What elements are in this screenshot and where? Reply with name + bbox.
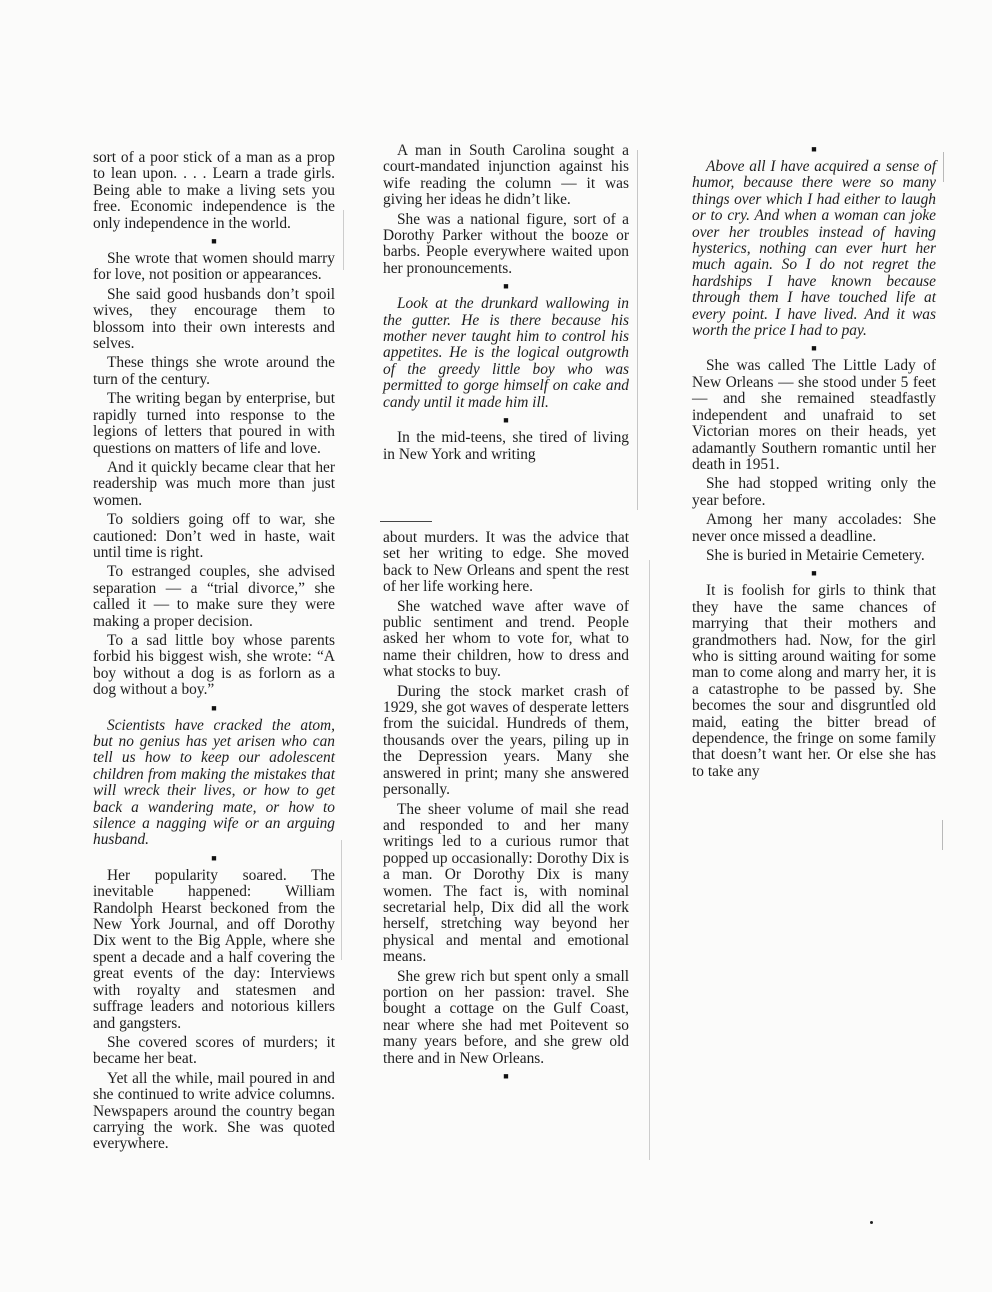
paragraph: During the stock market crash of 1929, she got waves of desperate letters from the suicidal. Hundreds of them, thousands over the years, piling up in the Depression years. Many she answered in print; many she answered personally. <box>383 682 629 799</box>
gutter-line <box>637 150 638 510</box>
pull-quote: Scientists have cracked the atom, but no genius has yet arisen who can tell us how to keep our adolescent children from making the mistakes that will wreck their lives, or how to get back a wandering mate, or how to silence a nagging wife or an arguing husband. <box>93 716 335 849</box>
gutter-line <box>341 840 342 960</box>
paragraph: The writing began by enterprise, but rapidly turned into response to the legions of letters that poured in with questions on matters of life and love. <box>93 390 335 457</box>
section-separator: ■ <box>811 568 817 579</box>
column-1 <box>93 150 335 1156</box>
paragraph: To soldiers going off to war, she cautioned: Don’t wed in haste, wait until time is right. <box>93 511 335 561</box>
column-3 <box>692 140 936 783</box>
scan-speck <box>870 1221 873 1224</box>
pull-quote: Above all I have acquired a sense of humor, because there were so many things over which I had either to laugh or to cry. And when a woman can joke over her troubles instead of having hysterics, nothing can ever hurt her much again. So I do not regret the hardships I have known because through them I have touched life at every point. I have lived. And it was worth the price I had to pay. <box>692 158 936 340</box>
paragraph: In the mid-teens, she tired of living in New York and writing <box>383 429 629 463</box>
paragraph: She watched wave after wave of public sentiment and trend. People asked her whom to vote for, what to name their children, how to dress and what stocks to buy. <box>383 597 629 681</box>
paragraph: And it quickly became clear that her readership was much more than just women. <box>93 458 335 509</box>
column-2-bottom <box>383 530 629 1086</box>
paragraph: She said good husbands don’t spoil wives, they encourage them to blossom into their own interests and selves. <box>93 285 335 353</box>
section-separator: ■ <box>811 144 817 154</box>
paragraph: She grew rich but spent only a small portion on her passion: travel. She bought a cottage on the Gulf Coast, near where she had met Poitevent so many years before, and she grew old there and in New Orleans. <box>383 967 629 1067</box>
column-2-top <box>383 143 629 466</box>
paragraph: Among her many accolades: She never once missed a deadline. <box>692 511 936 545</box>
paragraph: She had stopped writing only the year before. <box>692 475 936 509</box>
paragraph: A man in South Carolina sought a court-mandated injunction against his wife reading the column — it was giving her ideas he didn’t like. <box>383 142 629 209</box>
paragraph: To a sad little boy whose parents forbid his biggest wish, she wrote: “A boy without a dog is as forlorn as a dog without a boy.” <box>93 631 335 699</box>
section-separator: ■ <box>211 702 217 713</box>
section-separator: ■ <box>503 1071 509 1081</box>
paragraph: about murders. It was the advice that set her writing to edge. She moved back to New Orleans and spent the rest of her life working here. <box>383 529 629 596</box>
paragraph: These things she wrote around the turn of the century. <box>93 354 335 388</box>
paragraph: She covered scores of murders; it became her beat. <box>93 1033 335 1068</box>
pull-quote: Look at the drunkard wallowing in the gutter. He is there because his mother never taught him to control his appetites. He is the logical outgrowth of the greedy little boy who was permitted to gorge himself on cake and candy until it made him ill. <box>383 295 629 411</box>
paragraph: She wrote that women should marry for love, not position or appearances. <box>93 250 335 284</box>
paragraph: Yet all the while, mail poured in and she continued to write advice columns. Newspapers around the country began carrying the work. She was quoted everywhere. <box>93 1069 335 1153</box>
gutter-line <box>943 152 944 182</box>
gutter-line <box>343 210 344 270</box>
section-separator: ■ <box>811 343 817 354</box>
paragraph: She is buried in Metairie Cemetery. <box>706 546 925 564</box>
section-separator: ■ <box>211 236 217 247</box>
paragraph: The sheer volume of mail she read and responded to and her many writings led to a curious rumor that popped up occasionally: Dorothy Dix is a man. Or Dorothy Dix is many women. The fact is, with nominal secretarial help, Dix did all the work herself, stretching way beyond her physical and mental and emotional means. <box>383 800 629 966</box>
section-separator: ■ <box>211 852 217 863</box>
section-separator: ■ <box>503 281 509 292</box>
paragraph: She was called The Little Lady of New Orleans — she stood under 5 feet — and she remained steadfastly independent and unafraid to set Victorian mores on their heads, yet adamantly Southern romantic until her death in 1951. <box>692 357 936 473</box>
gutter-line <box>942 820 943 850</box>
paragraph: She was a national figure, sort of a Dorothy Parker without the booze or barbs. People everywhere waited upon her pronouncements. <box>383 210 629 277</box>
gutter-line <box>649 560 650 1160</box>
paragraph: It is foolish for girls to think that they have the same chances of marrying that their mothers and grandmothers had. Now, for the girl who is sitting around waiting for some man to come along and marry her, it is a catastrophe to be passed by. She becomes the sour and disgruntled old maid, eating the bitter bread of dependence, the fringe on some family that doesn’t want her. Or else she has to take any <box>692 582 936 780</box>
column-divider <box>380 521 432 522</box>
paragraph: sort of a poor stick of a man as a prop to lean upon. . . . Learn a trade girls. Being able to make a living sets you free. Economic independence is the only independence in the world. <box>93 149 335 232</box>
paragraph: To estranged couples, she advised separation — a “trial divorce,” she called it — to make sure they were making a proper decision. <box>93 563 335 630</box>
section-separator: ■ <box>503 415 509 426</box>
paragraph: Her popularity soared. The inevitable happened: William Randolph Hearst beckoned from the New York Journal, and off Dorothy Dix went to the Big Apple, where she spent a decade and a half covering the great events of the day: Interviews with royalty and statesmen and suffrage leaders and notorious killers and gangsters. <box>93 866 335 1032</box>
